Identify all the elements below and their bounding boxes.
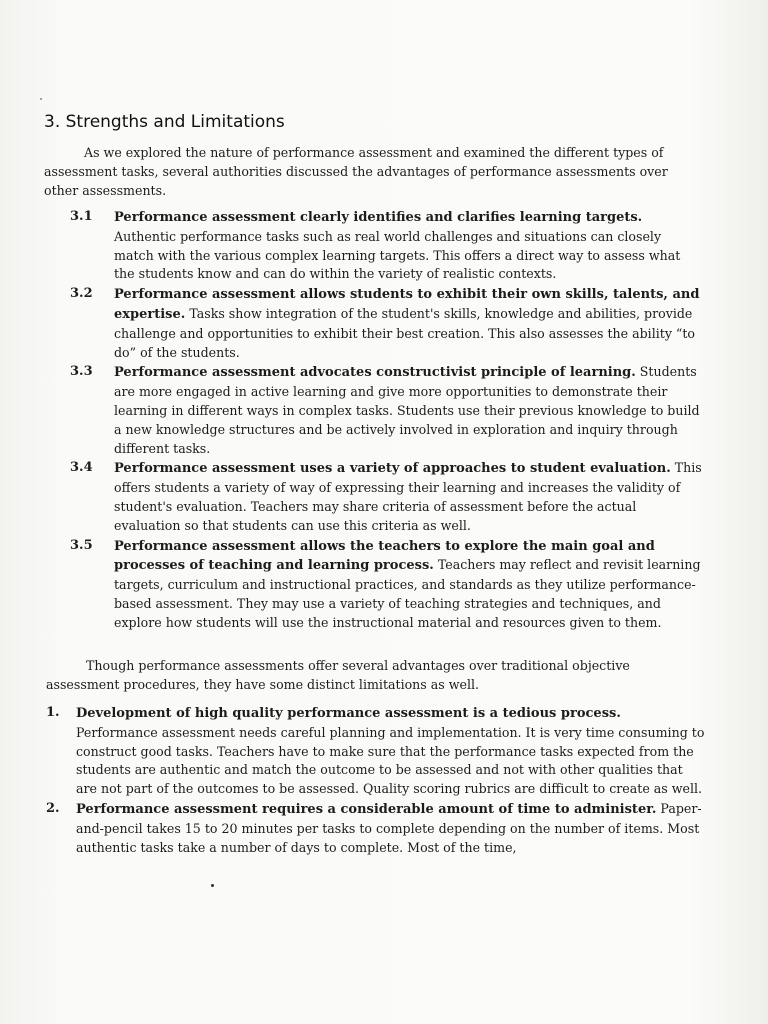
- strength-number: 3.2: [70, 286, 93, 302]
- limitation-title: Development of high quality performance assessment is a tedious process.: [76, 706, 621, 721]
- strength-title: Performance assessment allows the teachers to explore the main goal and processes of teaching and learning process.: [114, 538, 655, 574]
- limitations-list: [46, 704, 706, 857]
- strength-text: Tasks show integration of the student's skills, knowledge and abilities, provide challenge and opportunities to exhibit their best creation. This also assesses the ability “to do” of the students.: [114, 305, 696, 360]
- strength-text: Teachers may reflect and revisit learning targets, curriculum and instructional practices, and standards as they utilize performance-based assessment. They may use a variety of teaching strategies and techniques, and explore how students will use the instructional material and resources given to them.: [114, 557, 701, 630]
- strength-item: [70, 208, 704, 284]
- intro-paragraph: As we explored the nature of performance assessment and examined the different types of assessment tasks, several authorities discussed the advantages of performance assessments over other assessments.: [44, 145, 668, 198]
- limitation-text: Performance assessment needs careful planning and implementation. It is very time consuming to construct good tasks. Teachers have to make sure that the performance tasks expected from the students are authentic and match the outcome to be assessed and not with other qualities that are not part of the outcomes to be assessed. Quality scoring rubrics are difficult to create as well.: [76, 724, 705, 797]
- limitation-item: [46, 800, 706, 857]
- limitations-intro: Though performance assessments offer several advantages over traditional objective assessment procedures, they have some distinct limitations as well.: [46, 658, 630, 692]
- strength-title: Performance assessment uses a variety of approaches to student evaluation.: [114, 461, 671, 477]
- strength-title: Performance assessment advocates constructivist principle of learning.: [114, 365, 636, 381]
- scan-speck: [40, 98, 42, 100]
- strength-number: 3.3: [70, 364, 93, 380]
- strength-number: 3.5: [70, 537, 93, 553]
- limitation-number: 2.: [46, 800, 60, 816]
- strength-text: Students are more engaged in active learning and give more opportunities to demonstrate their learning in different ways in complex tasks. Students use their previous knowledge to build a new knowledge structures and be actively involved in exploration and inquiry through different tasks.: [114, 364, 700, 456]
- strength-title: Performance assessment clearly identifies and clarifies learning targets.: [114, 210, 643, 225]
- strength-item: [70, 537, 704, 633]
- strength-number: 3.1: [70, 209, 93, 224]
- limitation-text: Paper-and-pencil takes 15 to 20 minutes per tasks to complete depending on the number of items. Most authentic tasks take a number of days to complete. Most of the time,: [76, 800, 702, 855]
- strength-item: [70, 363, 704, 458]
- strength-item: [70, 459, 704, 535]
- limitation-title: Performance assessment requires a considerable amount of time to administer.: [76, 801, 657, 817]
- strength-title: Performance assessment allows students to exhibit their own skills, talents, and expertise.: [114, 287, 700, 322]
- strength-text: Authentic performance tasks such as real world challenges and situations can closely match with the various complex learning targets. This offers a direct way to assess what the students know and can do within the variety of realistic contexts.: [114, 228, 681, 282]
- scan-speck: [211, 884, 214, 887]
- strength-number: 3.4: [70, 460, 93, 476]
- strengths-list: [70, 208, 704, 633]
- limitation-item: [46, 704, 706, 799]
- strength-item: [70, 285, 704, 362]
- limitation-number: 1.: [46, 705, 60, 720]
- section-heading: 3. Strengths and Limitations: [44, 112, 285, 132]
- strength-text: This offers students a variety of way of expressing their learning and increases the validity of student's evaluation. Teachers may share criteria of assessment before the actual evaluation so that students can use this criteria as well.: [114, 460, 702, 533]
